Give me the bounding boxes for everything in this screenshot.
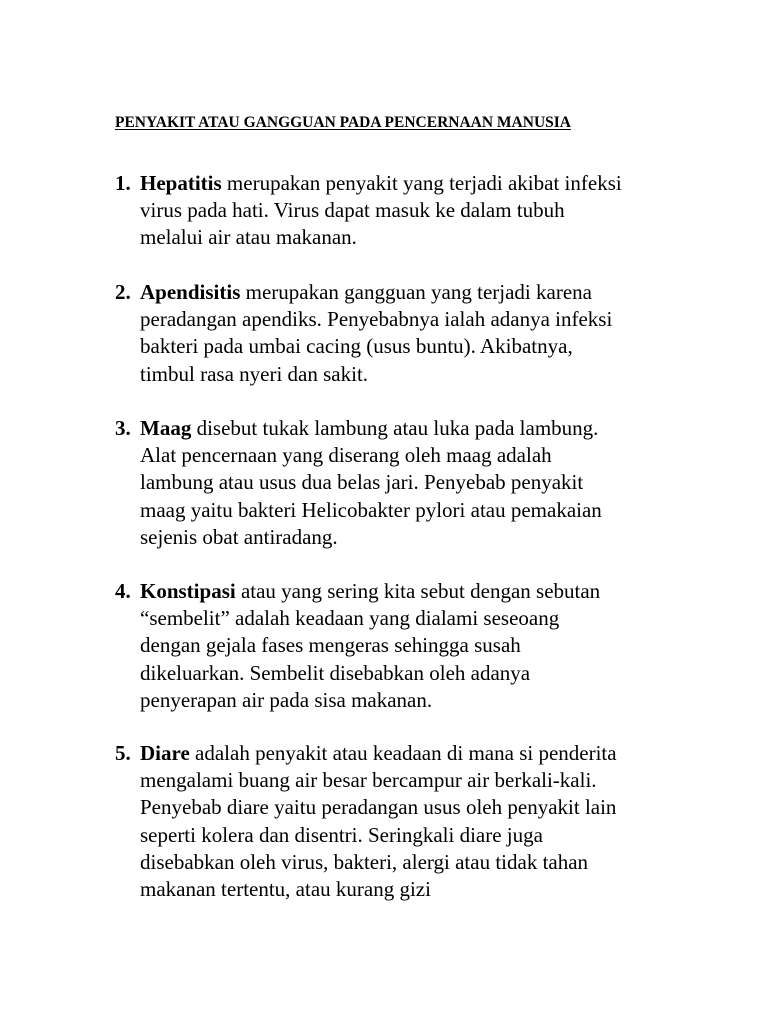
list-item-number: 3. [115,416,131,440]
list-item-line: “sembelit” adalah keadaan yang dialami seseoang [140,606,560,631]
list-item-first-line [115,415,695,442]
list-item-line: seperti kolera dan disentri. Seringkali diare juga [140,822,543,847]
list-item-first-line [115,578,695,605]
list-item-text: merupakan gangguan yang terjadi karena [240,280,592,304]
list-item-text: disebut tukak lambung atau luka pada lambung. [191,416,599,440]
list-item-line: penyerapan air pada sisa makanan. [140,687,433,712]
list-item-line: sejenis obat antiradang. [140,524,338,549]
list-item-first-line [115,740,695,767]
list-item-number: 4. [115,579,131,603]
list-item-line: disebabkan oleh virus, bakteri, alergi atau tidak tahan [140,849,589,874]
list-item-konstipasi [115,578,695,714]
list-item-line: timbul rasa nyeri dan sakit. [140,361,369,386]
list-item-first-line [115,170,695,197]
list-item-term: Apendisitis [140,280,241,304]
list-item-line: mengalami buang air besar bercampur air berkali-kali. [140,768,597,793]
list-item-line: maag yaitu bakteri Helicobakter pylori atau pemakaian [140,497,602,522]
list-item-line: dengan gejala fases mengeras sehingga susah [140,633,521,658]
document-title: PENYAKIT ATAU GANGGUAN PADA PENCERNAAN MANUSIA [115,114,571,131]
list-item-term: Konstipasi [140,579,236,603]
list-item-text: atau yang sering kita sebut dengan sebutan [235,579,601,603]
list-item-line: melalui air atau makanan. [140,225,357,250]
list-item-number: 1. [115,171,131,195]
list-item-hepatitis [115,170,695,252]
list-item-term: Diare [140,741,190,765]
list-item-term: Maag [140,416,192,440]
list-item-number: 5. [115,741,131,765]
list-item-line: makanan tertentu, atau kurang gizi [140,876,431,901]
list-item-number: 2. [115,280,131,304]
list-item-line: bakteri pada umbai cacing (usus buntu). Akibatnya, [140,334,573,359]
list-item-line: dikeluarkan. Sembelit disebabkan oleh adanya [140,660,531,685]
list-item-diare [115,740,695,903]
list-item-first-line [115,279,695,306]
list-item-text: adalah penyakit atau keadaan di mana si penderita [189,741,617,765]
list-item-term: Hepatitis [140,171,222,195]
list-item-text: merupakan penyakit yang terjadi akibat infeksi [221,171,622,195]
list-item-line: lambung atau usus dua belas jari. Penyebab penyakit [140,470,584,495]
list-item-line: peradangan apendiks. Penyebabnya ialah adanya infeksi [140,307,613,332]
list-item-apendisitis [115,279,695,388]
list-item-line: Penyebab diare yaitu peradangan usus oleh penyakit lain [140,795,617,820]
list-item-line: Alat pencernaan yang diserang oleh maag adalah [140,443,552,468]
list-item-maag [115,415,695,551]
list-item-line: virus pada hati. Virus dapat masuk ke dalam tubuh [140,198,565,223]
